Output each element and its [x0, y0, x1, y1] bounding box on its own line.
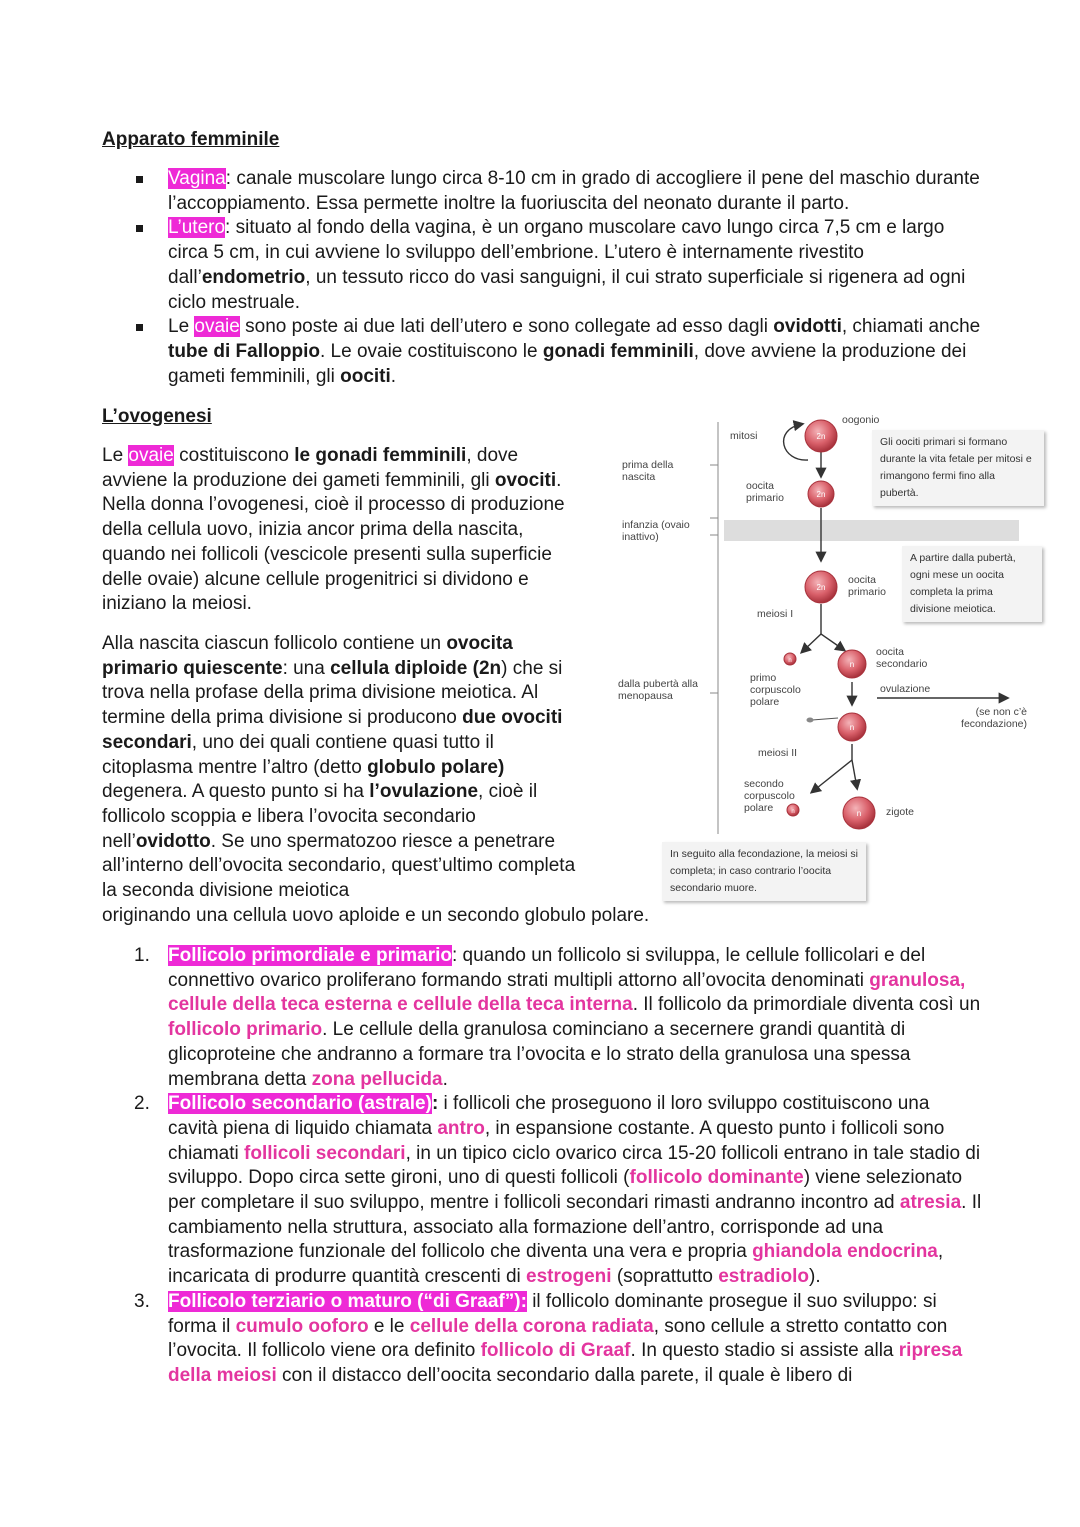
para-text: . Se uno spermatozoo riesce a penetrare all’interno dell’ovocita secondario, quest’ultimo completa la seconda divisione meiotica	[102, 830, 576, 902]
item-text: . Il cambiamento nella struttura, associato alla formazione dell’antro, corrisponde ad una trasformazione funzionale del follicolo che diventa una vera e propria	[168, 1192, 982, 1263]
bold-term: l’ovulazione	[369, 781, 479, 803]
para-text: . Nella donna l’ovogenesi, cioè il processo di produzione della cellula uovo, inizia ancor prima della nascita, quando nei follicoli (vescicole presenti sulla superficie delle ovaie) alcune cellule progenitrici si dividono e iniziano la meiosi.	[102, 469, 565, 615]
item-text: , un tessuto ricco do vasi sanguigni, il cui strato superficiale si rigenera ad ogni ciclo mestruale.	[168, 266, 966, 313]
pink-term: cellule della corona radiata	[409, 1315, 654, 1337]
item-text: . Le cellule della granulosa cominciano a secernere grandi quantità di glicoproteine che andranno a formare tra l’ovocita e lo strato della granulosa una spessa membrana detta	[168, 1019, 911, 1090]
label-oocita-primario-2: oocita primario	[848, 574, 886, 598]
para-text: , cioè il follicolo scoppia e libera l’ovocita secondario nell’	[102, 781, 538, 852]
item-text: : quando un follicolo si sviluppa, le cellule follicolari e del connettivo ovarico proliferano formando strati multipli attorno all’ovocita denominati	[168, 945, 926, 991]
para-text: : una	[282, 657, 331, 679]
section-title-ovogenesi: L’ovogenesi	[102, 406, 212, 427]
female-apparatus-list	[102, 167, 982, 389]
list-item-follicolo-primario	[102, 944, 982, 1092]
ovogenesi-paragraph-2	[102, 632, 682, 928]
item-text: , in espansione costante. A questo punto i follicoli sono chiamati	[168, 1117, 945, 1164]
label-prima-nascita: prima della nascita	[622, 459, 674, 483]
item-number: 1.	[134, 945, 150, 966]
bold-term: due ovociti secondari	[102, 707, 563, 753]
para-text: ) che si trova nella profase della prima divisione meiotica. Al termine della prima divisione si producono	[102, 657, 563, 729]
para-text: , dove avviene la produzione dei gameti femminili, gli	[102, 445, 519, 491]
pink-term: granulosa, cellule della teca esterna e cellule della teca interna	[168, 969, 966, 1016]
item-text: : situato al fondo della vagina, è un organo muscolare cavo lungo circa 7,5 cm e largo circa 5 cm, in cui avviene lo sviluppo dell’embrione. L’utero è internamente rivestito dall’	[168, 217, 945, 288]
label-zigote: zigote	[886, 806, 915, 818]
pink-term: antro	[437, 1117, 485, 1139]
item-text: .	[390, 365, 397, 387]
highlight-term: L’utero	[168, 217, 226, 239]
item-text: .	[442, 1068, 448, 1090]
item-text: con il distacco dell’oocita secondario dalla parete, il quale è libero di	[276, 1364, 853, 1386]
sperm-icon	[807, 718, 814, 723]
bold-term: gonadi femminili	[542, 340, 694, 362]
bold-term: le gonadi femminili	[294, 445, 467, 466]
bold-term: globulo polare)	[367, 756, 505, 778]
highlight-term: ovaie	[194, 316, 240, 338]
pink-term: follicolo primario	[168, 1019, 323, 1041]
bold-term: cellula diploide (2n	[330, 657, 502, 679]
highlight-term: Vagina	[168, 168, 226, 189]
note-puberta: A partire dalla pubertà, ogni mese un oocita completa la prima divisione meiotica.	[902, 546, 1042, 622]
item-text: ).	[809, 1266, 821, 1288]
item-text: sono poste ai due lati dell’utero e sono collegate ad esso dagli	[239, 316, 774, 338]
ploidy-label: n	[791, 809, 795, 815]
para-text: Le	[102, 445, 129, 466]
item-text: : canale muscolare lungo circa 8-10 cm in grado di accogliere il pene del maschio durante l’accoppiamento. Essa permette inoltre la fuoriuscita del neonato durante il parto.	[168, 168, 980, 214]
item-text: , incaricata di produrre quantità crescenti di	[168, 1241, 944, 1288]
para-text: costituiscono	[173, 445, 295, 466]
item-text: . In questo stadio si assiste alla	[630, 1340, 899, 1362]
bold-term: oociti	[340, 365, 391, 387]
para-text: , uno dei quali contiene quasi tutto il citoplasma mentre l’altro (detto	[102, 731, 494, 778]
label-puberta-menopausa: dalla pubertà alla menopausa	[618, 678, 698, 702]
highlight-term: Follicolo secondario (astrale)	[168, 1093, 432, 1115]
pink-term: estradiolo	[718, 1266, 810, 1288]
list-item-follicolo-graaf	[102, 1290, 982, 1389]
item-text: e le	[368, 1315, 410, 1337]
label-oogonio: oogonio	[842, 414, 880, 426]
item-text: , dove avviene la produzione dei gameti femminili, gli	[168, 340, 967, 387]
pink-term: estrogeni	[526, 1266, 612, 1288]
label-mitosi: mitosi	[730, 430, 758, 442]
highlight-term: Follicolo terziario o maturo (“di Graaf”):	[168, 1290, 527, 1312]
bold-term: ovidotto	[135, 830, 211, 852]
ploidy-label: n	[849, 723, 855, 732]
highlight-term: Follicolo primordiale e primario	[168, 945, 452, 966]
ploidy-label: n	[856, 809, 862, 818]
ploidy-label: 2n	[816, 583, 826, 592]
ovogenesi-paragraph-1	[102, 444, 582, 617]
label-meiosi-2: meiosi II	[758, 747, 798, 759]
infancy-band	[724, 520, 1019, 541]
ploidy-label: 2n	[816, 432, 826, 441]
pink-term: zona pellucida	[311, 1068, 443, 1090]
pink-term: cumulo ooforo	[235, 1315, 369, 1337]
label-primo-corpuscolo: primo corpuscolo polare	[750, 672, 801, 708]
bold-term: endometrio	[201, 266, 306, 288]
list-item-utero	[102, 216, 982, 315]
bold-term: ovociti	[494, 469, 557, 491]
square-bullet-icon	[136, 324, 143, 331]
item-text: , chiamati anche	[841, 316, 981, 338]
item-text: i follicoli che proseguono il loro sviluppo costituiscono una cavità piena di liquido chiamata	[168, 1093, 930, 1139]
pink-term: ghiandola endocrina	[752, 1241, 938, 1263]
square-bullet-icon	[136, 176, 143, 183]
item-text: , sono cellule a stretto contatto con l’ovocita. Il follicolo viene ora definito	[168, 1315, 948, 1362]
item-text: ) viene selezionato per completare il suo sviluppo, mentre i follicoli secondari rimasti andranno incontro ad	[168, 1167, 963, 1214]
list-item-ovaie	[102, 315, 982, 389]
label-infanzia: infanzia (ovaio inattivo)	[622, 519, 690, 543]
para-text: originando una cellula uovo aploide e un secondo globulo polare.	[102, 904, 650, 926]
label-se-non-fecondazione: (se non c’è fecondazione)	[961, 706, 1027, 730]
label-oocita-primario: oocita primario	[746, 480, 784, 504]
label-ovulazione: ovulazione	[880, 683, 931, 695]
label-oocita-secondario: oocita secondario	[876, 646, 928, 670]
pink-term: follicolo dominante	[629, 1167, 804, 1189]
label-meiosi-1: meiosi I	[757, 608, 794, 620]
list-item-follicolo-secondario	[102, 1092, 982, 1290]
pink-term: follicolo di Graaf	[480, 1340, 631, 1362]
ploidy-label: n	[849, 660, 855, 669]
pink-term: atresia	[899, 1192, 962, 1214]
item-text: Le	[168, 316, 195, 338]
item-text: . Il follicolo da primordiale diventa così un	[632, 994, 981, 1016]
pink-term: ripresa della meiosi	[168, 1340, 963, 1386]
pink-term: follicoli secondari	[244, 1142, 406, 1164]
bold-term: ovocita primario quiescente	[102, 633, 513, 679]
note-fecondazione: In seguito alla fecondazione, la meiosi si completa; in caso contrario l’oocita secondario muore.	[662, 842, 866, 901]
oogenesis-diagram	[612, 410, 1052, 910]
ploidy-label: 2n	[816, 490, 826, 499]
item-text: (soprattutto	[611, 1266, 719, 1288]
bold-term: tube di Falloppio	[168, 340, 320, 362]
item-number: 2.	[134, 1093, 150, 1115]
list-item-vagina	[102, 167, 982, 216]
para-text: Alla nascita ciascun follicolo contiene un	[102, 633, 447, 654]
ploidy-label: n	[788, 658, 792, 664]
square-bullet-icon	[136, 225, 143, 232]
para-text: degenera. A questo punto si ha	[102, 781, 370, 803]
highlight-term: ovaie	[128, 445, 174, 466]
follicle-stages-list	[102, 944, 982, 1389]
label-secondo-corpuscolo: secondo corpuscolo polare	[744, 778, 795, 814]
item-text: , in un tipico ciclo ovarico circa 15-20 follicoli entrano in tale stadio di sviluppo. Dopo circa sette gironi, uno di questi follicoli (	[168, 1142, 981, 1189]
item-text: . Le ovaie costituiscono le	[319, 340, 543, 362]
item-text: il follicolo dominante prosegue il suo sviluppo: si forma il	[168, 1290, 937, 1337]
bold-term: ovidotti	[773, 316, 842, 338]
item-number: 3.	[134, 1290, 150, 1312]
section-title-apparato: Apparato femminile	[102, 129, 280, 150]
bold-term: :	[431, 1093, 439, 1115]
note-oociti-primari: Gli oociti primari si formano durante la vita fetale per mitosi e rimangono fermi fino alla pubertà.	[872, 430, 1044, 506]
